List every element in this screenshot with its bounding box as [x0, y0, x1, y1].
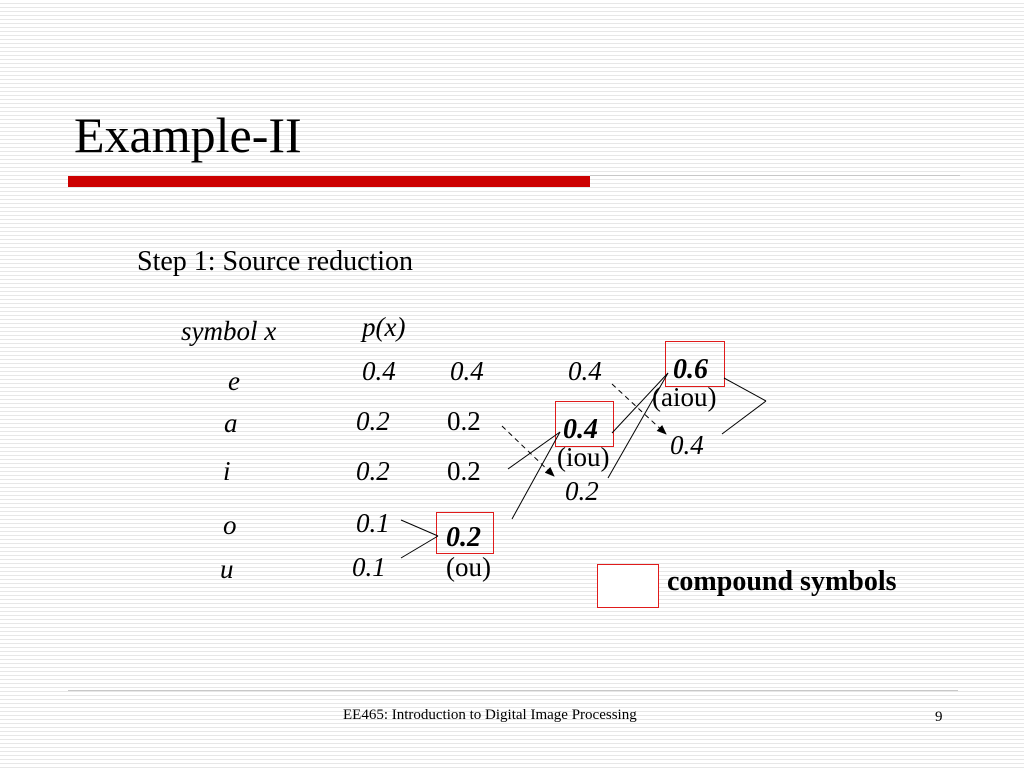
footer-rule	[68, 690, 958, 691]
r1-value-1: 0.4	[450, 356, 484, 386]
r3-value-2: 0.4	[670, 430, 704, 460]
page-number: 9	[935, 709, 943, 725]
prob-u: 0.1	[352, 552, 386, 582]
final-merge	[722, 378, 766, 434]
symbol-a: a	[224, 408, 238, 438]
r1-value-3: 0.2	[447, 456, 481, 486]
symbol-e: e	[228, 366, 240, 396]
symbol-o: o	[223, 510, 237, 540]
r3-compound-label: (aiou)	[652, 382, 717, 412]
footer-text: EE465: Introduction to Digital Image Processing	[343, 707, 637, 723]
slide-title: Example-II	[74, 107, 302, 163]
r2-compound-label: (iou)	[557, 442, 610, 472]
symbol-u: u	[220, 554, 234, 584]
r1-compound-label: (ou)	[446, 552, 491, 582]
prob-a: 0.2	[356, 406, 390, 436]
prob-e: 0.4	[362, 356, 396, 386]
r2-compound-value: 0.4	[563, 414, 598, 445]
r2-value-1: 0.4	[568, 356, 602, 386]
r1-compound-value: 0.2	[446, 522, 481, 553]
prob-o: 0.1	[356, 508, 390, 538]
subtitle: Step 1: Source reduction	[137, 246, 414, 277]
legend-label: compound symbols	[667, 566, 897, 597]
merge-o-u	[401, 520, 438, 558]
merge-aiou	[608, 373, 668, 478]
header-symbol: symbol x	[181, 316, 277, 346]
r3-compound-value: 0.6	[673, 354, 708, 385]
legend-compound-box	[597, 564, 659, 608]
header-probability: p(x)	[362, 312, 406, 342]
symbol-i: i	[223, 456, 231, 486]
dashed-shift-a	[502, 426, 554, 476]
prob-i: 0.2	[356, 456, 390, 486]
r2-value-3: 0.2	[565, 476, 599, 506]
merge-iou	[508, 432, 560, 519]
r1-value-2: 0.2	[447, 406, 481, 436]
